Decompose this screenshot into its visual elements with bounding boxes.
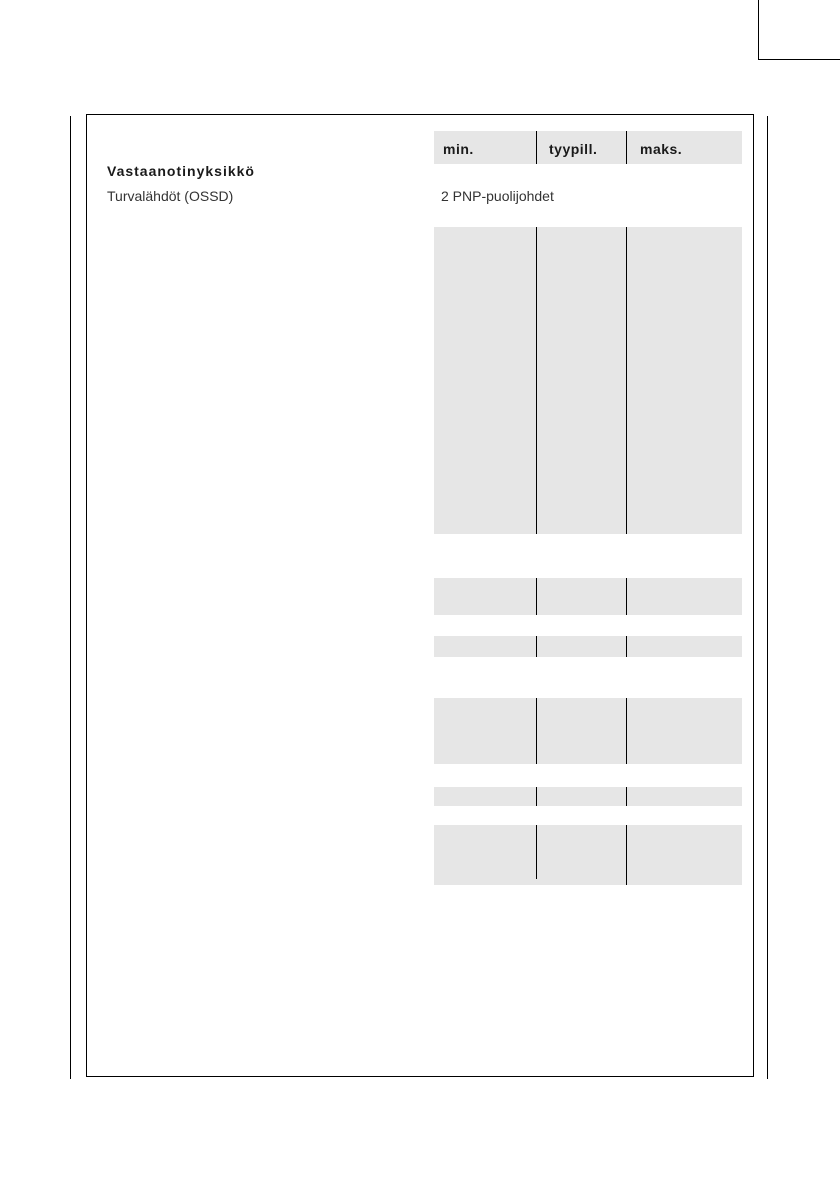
column-divider (626, 578, 627, 615)
column-divider (536, 636, 537, 657)
margin-line-right (767, 116, 768, 1079)
crop-mark (758, 0, 840, 60)
column-header-max: maks. (640, 141, 683, 157)
column-divider (626, 227, 627, 534)
column-divider (536, 825, 537, 879)
table-row-band (434, 636, 742, 657)
column-divider (626, 636, 627, 657)
column-divider (536, 131, 537, 164)
column-divider (626, 825, 627, 885)
column-divider (536, 578, 537, 615)
table-row-band (434, 787, 742, 806)
column-divider (626, 698, 627, 764)
table-row-band (434, 227, 742, 534)
column-divider (536, 698, 537, 764)
column-divider (536, 227, 537, 534)
parameter-label: Turvalähdöt (OSSD) (107, 188, 234, 204)
table-header (434, 131, 742, 164)
column-divider (626, 787, 627, 806)
table-row-band (434, 698, 742, 764)
table-row-band (434, 825, 742, 885)
section-title: Vastaanotinyksikkö (107, 163, 255, 179)
column-header-typical: tyypill. (549, 141, 598, 157)
column-header-min: min. (443, 141, 474, 157)
parameter-value: 2 PNP-puolijohdet (441, 188, 554, 204)
margin-line-left (70, 116, 71, 1079)
table-row-band (434, 578, 742, 615)
column-divider (626, 131, 627, 164)
column-divider (536, 787, 537, 806)
